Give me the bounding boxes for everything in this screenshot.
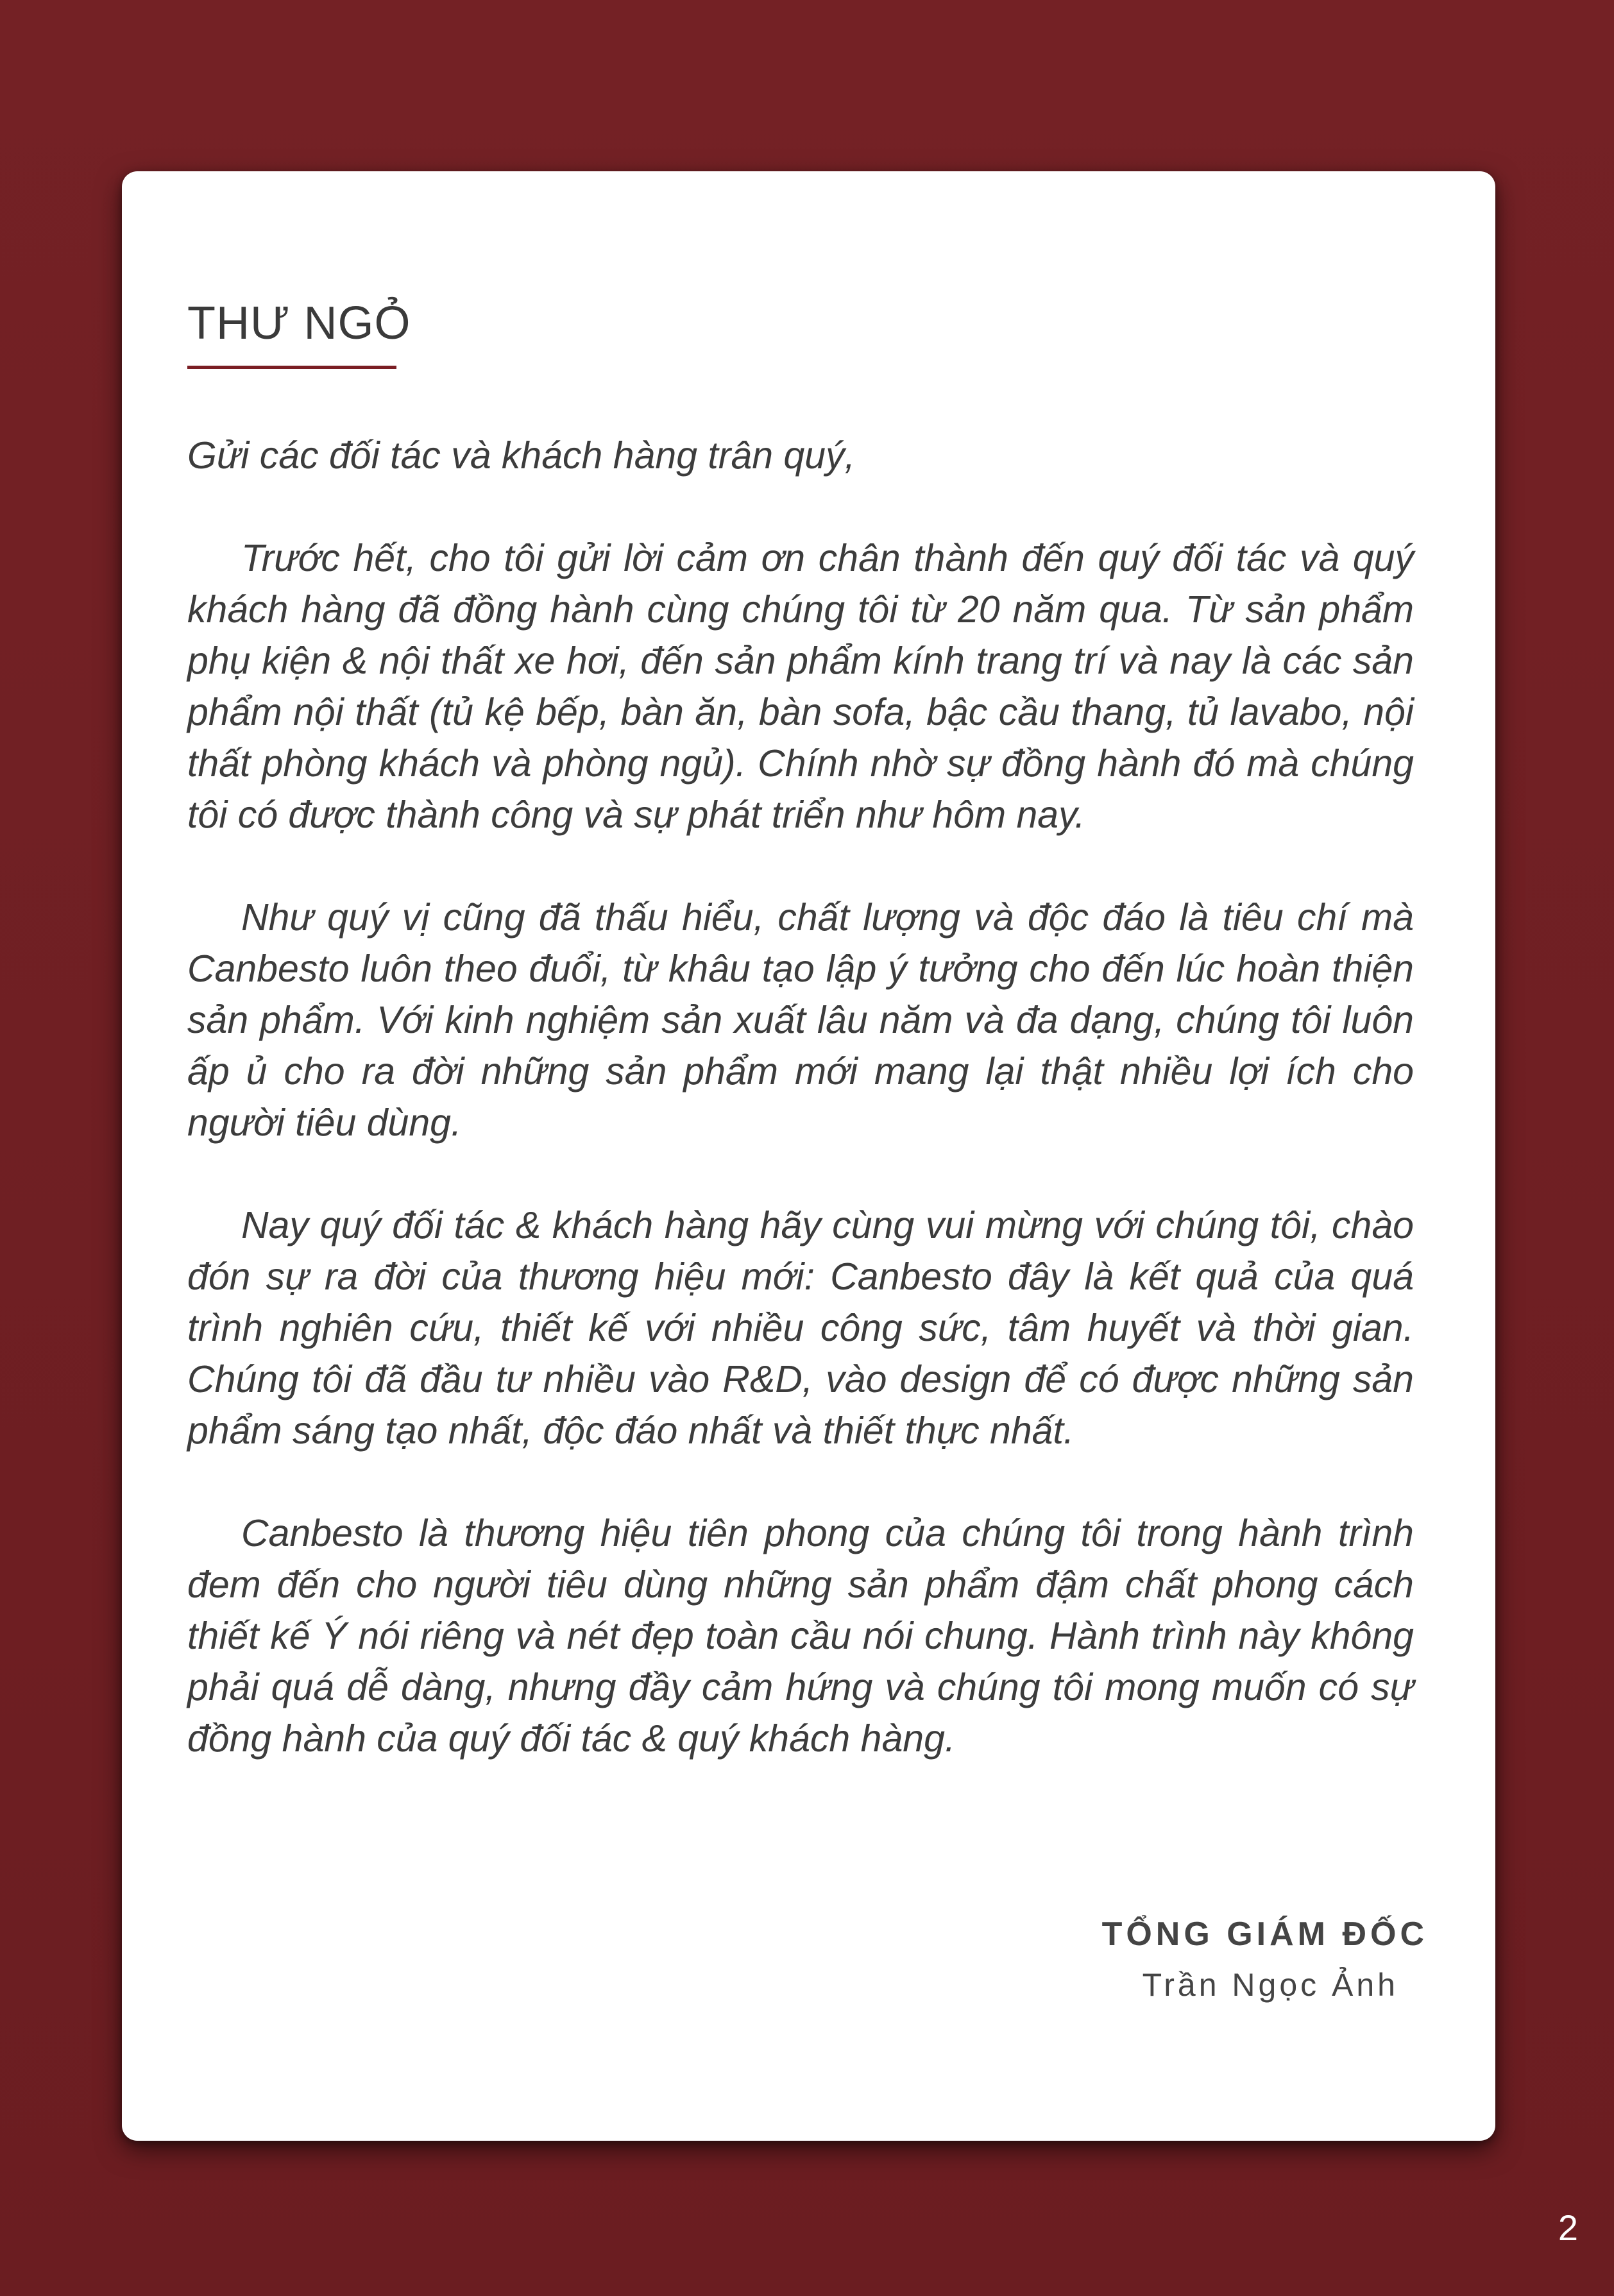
signature-name: Trần Ngọc Ảnh (1142, 1967, 1398, 2003)
letter-paragraph-3: Nay quý đối tác & khách hàng hãy cùng vui mừng với chúng tôi, chào đón sự ra đời của thương hiệu mới: Canbesto đây là kết quả của quá trình nghiên cứu, thiết kế với nhiều công sức, tâm huyết và thời gian. Chúng tôi đã đầu tư nhiều vào R&D, vào design để có được những sản phẩm sáng tạo nhất, độc đáo nhất và thiết thực nhất. (187, 1204, 1414, 1452)
letter-title: THƯ NGỎ (187, 298, 411, 349)
letter-salutation: Gửi các đối tác và khách hàng trân quý, (187, 434, 855, 477)
page-number: 2 (1558, 2207, 1578, 2248)
title-underline (187, 366, 396, 369)
letter-paragraph-4: Canbesto là thương hiệu tiên phong của chúng tôi trong hành trình đem đến cho người tiêu dùng những sản phẩm đậm chất phong cách thiết kế Ý nói riêng và nét đẹp toàn cầu nói chung. Hành trình này không phải quá dễ dàng, nhưng đầy cảm hứng và chúng tôi mong muốn có sự đồng hành của quý đối tác & quý khách hàng. (187, 1512, 1414, 1760)
letter-paragraph-1: Trước hết, cho tôi gửi lời cảm ơn chân thành đến quý đối tác và quý khách hàng đã đồng hành cùng chúng tôi từ 20 năm qua. Từ sản phẩm phụ kiện & nội thất xe hơi, đến sản phẩm kính trang trí và nay là các sản phẩm nội thất (tủ kệ bếp, bàn ăn, bàn sofa, bậc cầu thang, tủ lavabo, nội thất phòng khách và phòng ngủ). Chính nhờ sự đồng hành đó mà chúng tôi có được thành công và sự phát triển như hôm nay. (187, 537, 1414, 836)
letter-paragraph-2: Như quý vị cũng đã thấu hiểu, chất lượng và độc đáo là tiêu chí mà Canbesto luôn theo đuổi, từ khâu tạo lập ý tưởng cho đến lúc hoàn thiện sản phẩm. Với kinh nghiệm sản xuất lâu năm và đa dạng, chúng tôi luôn ấp ủ cho ra đời những sản phẩm mới mang lại thật nhiều lợi ích cho người tiêu dùng. (187, 896, 1414, 1144)
signature-position: TỔNG GIÁM ĐỐC (1101, 1916, 1428, 1953)
